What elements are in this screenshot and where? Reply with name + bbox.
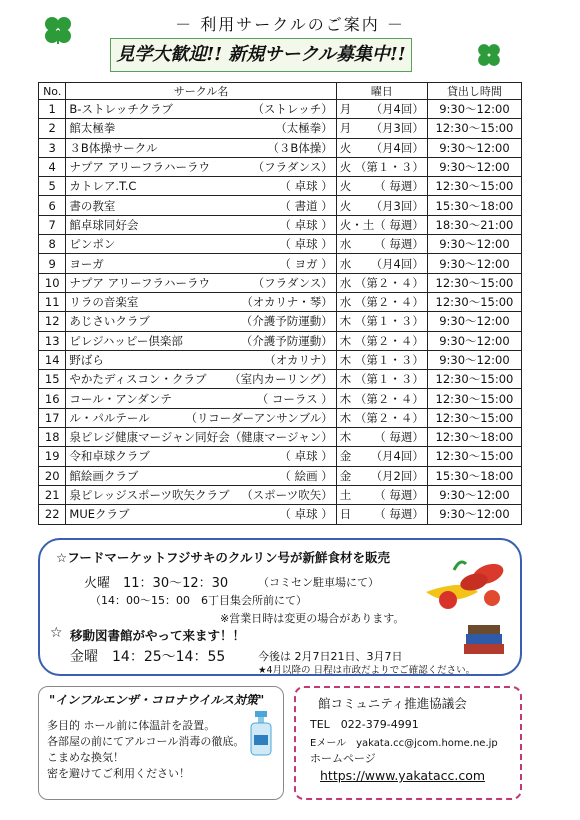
table-row <box>39 273 522 292</box>
circle-name: 館絵画クラブ <box>69 468 139 483</box>
table-row <box>39 119 522 138</box>
rental-time: 12:30～15:00 <box>427 370 521 389</box>
table-row <box>39 100 522 119</box>
row-number: 2 <box>39 119 66 138</box>
circle-name: ナプア アリーフラハーラウ <box>69 160 211 175</box>
rental-time: 12:30～15:00 <box>427 119 521 138</box>
table-row <box>39 370 522 389</box>
table-row <box>39 389 522 408</box>
library-note: ★4月以降の 日程は市政だよりでご確認ください。 <box>258 665 476 676</box>
welcome-banner: 見学大歓迎!! 新規サークル募集中!! <box>110 38 412 72</box>
circle-name: 野ばら <box>69 353 104 367</box>
table-row <box>39 312 522 331</box>
row-number: 17 <box>39 408 66 427</box>
library-time: 金曜 14：25～14：55 <box>70 649 226 665</box>
weekday: 月 <box>339 121 352 136</box>
day-cell <box>336 350 427 369</box>
association-email[interactable]: Eメール yakata.cc@jcom.home.ne.jp <box>310 738 498 749</box>
frequency: （ 毎週） <box>374 488 424 503</box>
association-contact-box <box>294 686 522 800</box>
association-name: 館コミュニティ推進協議会 <box>318 696 467 711</box>
circle-genre: （太極拳） <box>275 121 333 136</box>
table-header-row <box>39 83 522 100</box>
rental-time: 9:30～12:00 <box>427 505 521 524</box>
weekday: 火 <box>339 140 352 155</box>
frequency: （月4回） <box>370 102 424 117</box>
day-cell <box>336 331 427 350</box>
rental-time: 12:30～15:00 <box>427 177 521 196</box>
rental-time: 18:30～21:00 <box>427 215 521 234</box>
food-market-note: ※営業日時は変更の場合があります。 <box>220 612 405 625</box>
circle-cell <box>66 350 336 369</box>
circle-cell <box>66 100 336 119</box>
weekday: 木 <box>339 314 352 329</box>
circle-genre: （介護予防運動） <box>240 333 333 348</box>
circle-genre: （介護予防運動） <box>240 314 333 329</box>
circle-cell <box>66 119 336 138</box>
circle-name: コール・アンダンテ <box>69 391 172 406</box>
circle-genre: （スポーツ吹矢） <box>241 488 333 503</box>
table-row <box>39 215 522 234</box>
circle-genre: （ 卓球 ） <box>279 179 333 194</box>
weekday: 水 <box>339 275 352 290</box>
circle-name: MUEクラブ <box>69 507 130 522</box>
day-cell <box>336 100 427 119</box>
frequency: （第２・４） <box>354 410 424 425</box>
row-number: 16 <box>39 389 66 408</box>
day-cell <box>336 408 427 427</box>
table-row <box>39 505 522 524</box>
day-cell <box>336 466 427 485</box>
circle-cell <box>66 177 336 196</box>
circle-cell <box>66 254 336 273</box>
weekday: 木 <box>339 372 352 387</box>
frequency: （第２・４） <box>354 333 424 348</box>
weekday: 木 <box>339 353 352 367</box>
weekday: 水 <box>339 295 352 310</box>
clover-icon <box>474 40 504 70</box>
row-number: 22 <box>39 505 66 524</box>
row-number: 6 <box>39 196 66 215</box>
weekday: 木 <box>339 430 352 445</box>
table-row <box>39 235 522 254</box>
weekday: 火 <box>339 179 352 194</box>
weekday: 月 <box>339 102 352 117</box>
circle-genre: （ストレッチ） <box>252 102 333 117</box>
row-number: 20 <box>39 466 66 485</box>
row-number: 7 <box>39 215 66 234</box>
row-number: 10 <box>39 273 66 292</box>
rental-time: 12:30～15:00 <box>427 447 521 466</box>
frequency: （第２・４） <box>354 295 424 310</box>
table-row <box>39 447 522 466</box>
row-number: 13 <box>39 331 66 350</box>
row-number: 9 <box>39 254 66 273</box>
frequency: （第１・３） <box>354 314 424 329</box>
circle-cell <box>66 273 336 292</box>
circle-name: やかたディスコン・クラブ <box>69 372 207 387</box>
frequency: （第２・４） <box>354 391 424 406</box>
table-row <box>39 254 522 273</box>
table-row <box>39 157 522 176</box>
circle-name: 泉ピレッジスポーツ吹矢クラブ <box>69 488 230 503</box>
food-market-title: ☆フードマーケットフジサキのクルリン号が新鮮食材を販売 <box>56 550 390 565</box>
rental-time: 15:30～18:00 <box>427 466 521 485</box>
table-row <box>39 177 522 196</box>
weekday: 金 <box>339 468 352 483</box>
day-cell <box>336 157 427 176</box>
association-tel: TEL 022-379-4991 <box>310 718 419 731</box>
weekday: 金 <box>339 449 352 464</box>
day-cell <box>336 196 427 215</box>
rental-time: 12:30～18:00 <box>427 428 521 447</box>
spray-bottle-icon <box>245 709 277 757</box>
food-market-place: （コミセン駐車場にて） <box>258 576 379 589</box>
column-header-time: 貸出し時間 <box>427 83 521 100</box>
table-row <box>39 428 522 447</box>
day-cell <box>336 138 427 157</box>
row-number: 15 <box>39 370 66 389</box>
column-header-name: サークル名 <box>66 83 336 100</box>
frequency: （月3回） <box>370 198 424 213</box>
circle-genre: （フラダンス） <box>252 160 333 175</box>
table-row <box>39 138 522 157</box>
virus-line: 多目的 ホール前に体温計を設置。 <box>47 719 216 732</box>
table-row <box>39 331 522 350</box>
circle-cell <box>66 196 336 215</box>
circle-genre: （ コーラス ） <box>256 391 333 406</box>
day-cell <box>336 273 427 292</box>
circle-genre: （オカリナ） <box>264 353 333 367</box>
frequency: （ 毎週） <box>374 430 424 445</box>
star-icon: ☆ <box>50 625 63 641</box>
circle-name: B-ストレッチクラブ <box>69 102 173 117</box>
circle-name: 館太極拳 <box>69 121 116 136</box>
column-header-day: 曜日 <box>336 83 427 100</box>
circle-cell <box>66 331 336 350</box>
day-cell <box>336 312 427 331</box>
row-number: 8 <box>39 235 66 254</box>
circle-genre: （ 卓球 ） <box>279 217 333 232</box>
circle-genre: （ 卓球 ） <box>279 507 333 522</box>
circle-cell <box>66 485 336 504</box>
frequency: （ 毎週） <box>374 179 424 194</box>
circle-name: カトレア.T.C <box>69 179 137 194</box>
library-dates: 今後は 2月7日21日、3月7日 <box>258 650 403 663</box>
day-cell <box>336 485 427 504</box>
day-cell <box>336 177 427 196</box>
circle-genre: （ ヨガ ） <box>279 256 333 271</box>
circle-name: ヨーガ <box>69 256 104 271</box>
rental-time: 9:30～12:00 <box>427 100 521 119</box>
weekday: 火 <box>339 198 352 213</box>
row-number: 21 <box>39 485 66 504</box>
fruit-vegetable-icon <box>408 552 512 614</box>
rental-time: 9:30～12:00 <box>427 331 521 350</box>
circle-cell <box>66 215 336 234</box>
frequency: （第２・４） <box>354 275 424 290</box>
circle-genre: （フラダンス） <box>252 275 333 290</box>
page-title: － 利用サークルのご案内 － <box>175 15 405 34</box>
rental-time: 9:30～12:00 <box>427 350 521 369</box>
virus-title: "インフルエンザ・コロナウイルス対策" <box>49 693 265 707</box>
virus-line: 各部屋の前にてアルコール消毒の徹底。 <box>47 735 245 748</box>
row-number: 14 <box>39 350 66 369</box>
homepage-link[interactable]: https://www.yakatacc.com <box>320 768 486 783</box>
rental-time: 9:30～12:00 <box>427 138 521 157</box>
frequency: （ 毎週） <box>374 507 424 522</box>
circle-cell <box>66 505 336 524</box>
row-number: 18 <box>39 428 66 447</box>
table-row <box>39 350 522 369</box>
weekday: 木 <box>339 410 352 425</box>
library-title: 移動図書館がやって来ます！！ <box>70 628 246 643</box>
day-cell <box>336 447 427 466</box>
table-row <box>39 466 522 485</box>
virus-prevention-box <box>38 686 284 800</box>
frequency: （月2回） <box>370 468 424 483</box>
circle-genre: （ 絵画 ） <box>279 468 333 483</box>
books-icon <box>460 620 508 660</box>
weekday: 木 <box>339 391 352 406</box>
column-header-no: No. <box>39 83 66 100</box>
rental-time: 12:30～15:00 <box>427 408 521 427</box>
circle-genre: （室内カーリング） <box>229 372 333 387</box>
virus-line: こまめな換気！ <box>47 751 124 764</box>
rental-time: 9:30～12:00 <box>427 485 521 504</box>
frequency: （月4回） <box>370 449 424 464</box>
row-number: 11 <box>39 292 66 311</box>
circle-name: 令和卓球クラブ <box>69 449 150 464</box>
table-row <box>39 485 522 504</box>
circle-name: ３B体操サークル <box>69 140 158 155</box>
circle-name: 館卓球同好会 <box>69 217 139 232</box>
circle-cell <box>66 292 336 311</box>
circle-cell <box>66 157 336 176</box>
circle-genre: （健康マージャン） <box>229 430 333 445</box>
circle-genre: （ 卓球 ） <box>279 449 333 464</box>
row-number: 3 <box>39 138 66 157</box>
rental-time: 9:30～12:00 <box>427 312 521 331</box>
rental-time: 9:30～12:00 <box>427 157 521 176</box>
circle-name: 書の教室 <box>69 198 116 213</box>
food-market-time-2: （14：00～15：00 6丁目集会所前にて） <box>90 594 307 607</box>
weekday: 水 <box>339 237 352 252</box>
circle-cell <box>66 370 336 389</box>
rental-time: 15:30～18:00 <box>427 196 521 215</box>
rental-time: 12:30～15:00 <box>427 292 521 311</box>
circle-cell <box>66 138 336 157</box>
circle-name: あじさいクラブ <box>69 314 150 329</box>
day-cell <box>336 215 427 234</box>
circle-cell <box>66 408 336 427</box>
table-row <box>39 292 522 311</box>
day-cell <box>336 389 427 408</box>
circle-name: ピンポン <box>69 237 116 252</box>
weekday: 日 <box>339 507 352 522</box>
circle-name: リラの音楽室 <box>69 295 139 310</box>
homepage-label: ホームページ <box>310 752 376 765</box>
frequency: （月4回） <box>370 140 424 155</box>
weekday: 水 <box>339 256 352 271</box>
row-number: 12 <box>39 312 66 331</box>
circle-cell <box>66 235 336 254</box>
circle-schedule-table <box>38 82 522 525</box>
weekday: 木 <box>339 333 352 348</box>
table-row <box>39 408 522 427</box>
food-market-time: 火曜 11：30～12：30 <box>84 576 229 591</box>
day-cell <box>336 505 427 524</box>
frequency: （月4回） <box>370 256 424 271</box>
day-cell <box>336 254 427 273</box>
rental-time: 12:30～15:00 <box>427 273 521 292</box>
circle-name: ル・パルテール <box>69 410 150 425</box>
row-number: 1 <box>39 100 66 119</box>
row-number: 19 <box>39 447 66 466</box>
circle-genre: （３B体操） <box>267 140 333 155</box>
notice-box <box>38 538 522 676</box>
day-cell <box>336 119 427 138</box>
circle-cell <box>66 312 336 331</box>
day-cell <box>336 235 427 254</box>
virus-line: 密を避けてご利用ください！ <box>47 767 190 780</box>
frequency: （第１・３） <box>354 160 424 175</box>
circle-cell <box>66 389 336 408</box>
circle-genre: （オカリナ・琴） <box>241 295 333 310</box>
row-number: 5 <box>39 177 66 196</box>
circle-cell <box>66 466 336 485</box>
circle-genre: （リコーダーアンサンブル） <box>185 410 333 425</box>
day-cell <box>336 370 427 389</box>
weekday: 火 <box>339 160 352 175</box>
frequency: （第１・３） <box>354 372 424 387</box>
rental-time: 12:30～15:00 <box>427 389 521 408</box>
rental-time: 9:30～12:00 <box>427 254 521 273</box>
circle-name: 泉ピレジ健康マージャン同好会 <box>69 430 230 445</box>
weekday: 土 <box>339 488 352 503</box>
day-cell <box>336 292 427 311</box>
circle-genre: （ 卓球 ） <box>279 237 333 252</box>
frequency: （第１・３） <box>354 353 424 367</box>
day-cell <box>336 428 427 447</box>
frequency: （月3回） <box>370 121 424 136</box>
circle-genre: （ 書道 ） <box>279 198 333 213</box>
row-number: 4 <box>39 157 66 176</box>
circle-cell <box>66 428 336 447</box>
frequency: （ 毎週） <box>374 237 424 252</box>
weekday: 火・土 <box>339 217 375 232</box>
frequency: （ 毎週） <box>374 217 424 232</box>
rental-time: 9:30～12:00 <box>427 235 521 254</box>
circle-name: ナプア アリーフラハーラウ <box>69 275 211 290</box>
table-row <box>39 196 522 215</box>
table-body <box>39 100 522 525</box>
circle-cell <box>66 447 336 466</box>
circle-name: ピレジハッピー倶楽部 <box>69 333 183 348</box>
